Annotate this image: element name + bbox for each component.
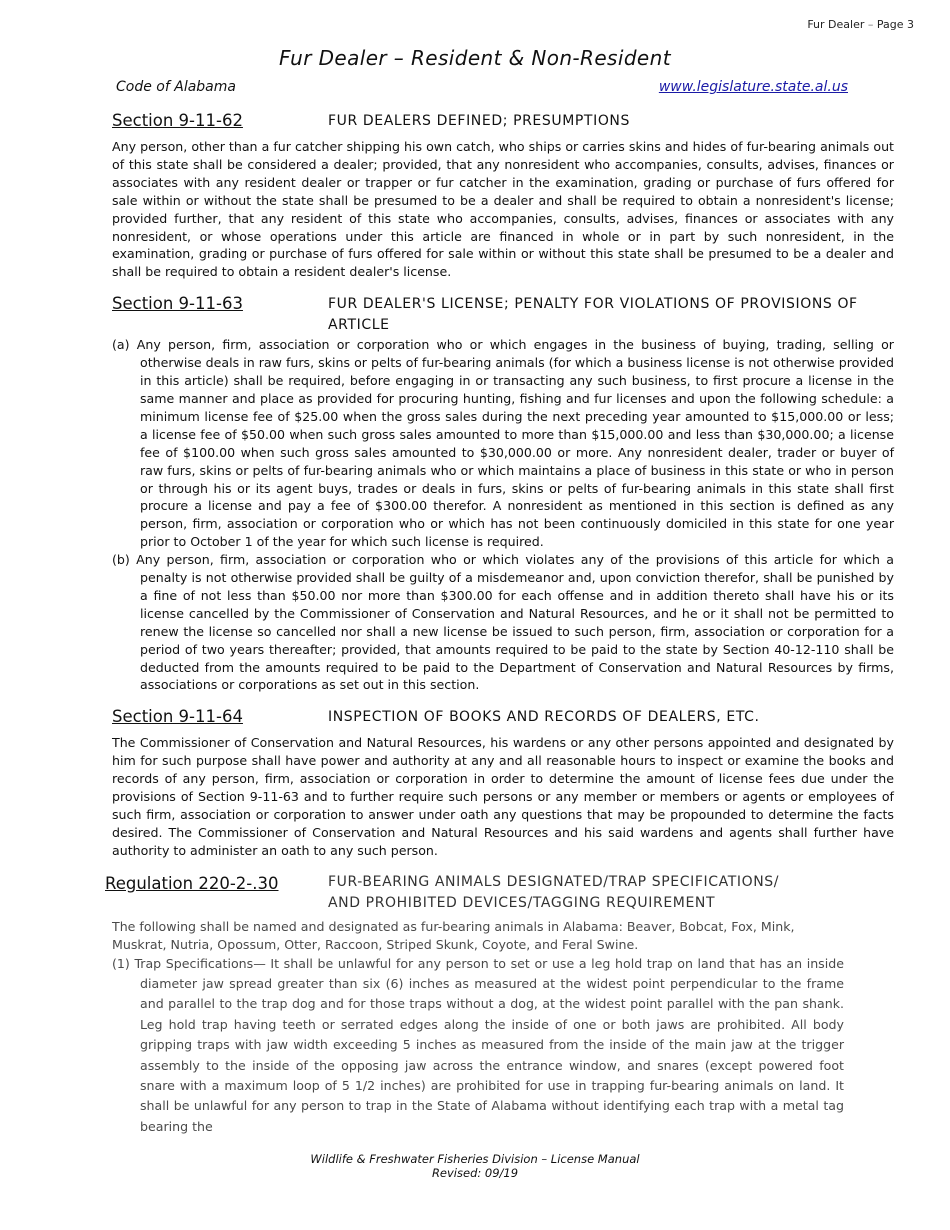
regulation-heading <box>105 872 894 914</box>
section-number: Section 9-11-62 <box>112 111 243 130</box>
section-number: Section 9-11-63 <box>112 294 243 314</box>
section-heading <box>112 291 894 336</box>
header-page-number: Page 3 <box>876 18 914 31</box>
page-title: Fur Dealer – Resident & Non-Resident <box>279 46 671 70</box>
regulation-title <box>328 872 779 914</box>
page-footer <box>0 1152 950 1180</box>
document-body <box>105 108 894 1137</box>
section-title <box>328 291 858 336</box>
subsection-b: (b) Any person, firm, association or corporation who or which violates any of the provisions of this article for which a penalty is not otherwise provided shall be guilty of a misdemeanor and, upon conviction therefor, shall be punished by a fine of not less than $50.00 nor more than $300.00 for each offense and in addition thereto shall have his or its license cancelled by the Commissioner of Conservation and Natural Resources, and he or it shall not be permitted to renew the license so cancelled nor shall a new license be issued to such person, firm, association or corporation for a period of two years thereafter; provided, that amounts required to be paid to the state by Section 40-12-110 shall be deducted from the amounts required to be paid to the Department of Conservation and Natural Resources by firms, associations or corporations as set out in this section. <box>112 552 894 693</box>
section-body: Any person, other than a fur catcher shipping his own catch, who ships or carries skins and hides of fur-bearing animals out of this state shall be considered a dealer; provided, that any nonresident who accompanies, consults, advises, finances or associates with any resident dealer or trapper or fur catcher in the examination, grading or purchase of furs offered for sale within or without the state shall be presumed to be a dealer and shall be required to obtain a nonresident's license; provided further, that any resident of this state who accompanies, consults, advises, finances or associates with any nonresident, or whose operations under this article are financed in whole or in part by such nonresident, in the examination, grading or purchase of furs offered for sale within or without this state shall be presumed to be a dealer and shall be required to obtain a resident dealer's license. <box>112 139 894 280</box>
regulation-item-1: (1) Trap Specifications— It shall be unlawful for any person to set or use a leg hold trap on land that has an inside diameter jaw spread greater than six (6) inches as measured at the widest point perpendicular to the frame and parallel to the trap dog and for those traps without a dog, at the widest point parallel with the pan shank. Leg hold trap having teeth or serrated edges along the inside of one or both jaws are prohibited. All body gripping traps with jaw width exceeding 5 inches as measured from the inside of the main jaw at the trigger assembly to the inside of the opposing jaw across the entrance window, and snares (except powered foot snare with a maximum loop of 5 1/2 inches) are prohibited for use in trapping fur-bearing animals on land. It shall be unlawful for any person to trap in the State of Alabama without identifying each trap with a metal tag bearing the <box>112 955 844 1134</box>
footer-line-2: Revised: 09/19 <box>431 1166 519 1180</box>
subsection-a: (a) Any person, firm, association or corporation who or which engages in the business of buying, trading, selling or otherwise deals in raw furs, skins or pelts of fur-bearing animals (for which a business license is not otherwise provided in this article) shall be required, before engaging in or transacting any such business, to first procure a license in the same manner and place as provided for procuring hunting, fishing and fur licenses and upon the following schedule: a minimum license fee of $25.00 when the gross sales during the next preceding year amounted to $15,000.00 or less; a license fee of $50.00 when such gross sales amounted to more than $15,000.00 and less than $30,000.00; a license fee of $100.00 when such gross sales amounted to $30,000.00 or more. Any nonresident dealer, trader or buyer of raw furs, skins or pelts of fur-bearing animals who or which maintains a place of business in this state or who in person or through his or its agent buys, trades or deals in furs, skins or pelts of fur-bearing animals in this state shall first procure a license and pay a fee of $300.00 therefor. A nonresident as mentioned in this section is defined as any person, firm, association or corporation who or which has not been continuously domiciled in this state for one year prior to October 1 of the year for which such license is required. <box>112 337 894 550</box>
source-label: Code of Alabama <box>116 79 236 95</box>
section-title <box>328 704 760 728</box>
section-title-line: ARTICLE <box>328 317 390 334</box>
section-number: Section 9-11-64 <box>112 707 243 727</box>
header-separator: – <box>867 18 874 31</box>
regulation-title-line: AND PROHIBITED DEVICES/TAGGING REQUIREMENT <box>328 894 716 911</box>
source-line <box>116 79 848 95</box>
legislature-link[interactable]: www.legislature.state.al.us <box>658 79 848 95</box>
section-title-line: FUR DEALER'S LICENSE; PENALTY FOR VIOLATIONS OF PROVISIONS OF <box>328 296 858 313</box>
regulation-title-line: FUR-BEARING ANIMALS DESIGNATED/TRAP SPECIFICATIONS/ <box>328 873 780 890</box>
page-header <box>807 18 914 31</box>
regulation-intro: The following shall be named and designated as fur-bearing animals in Alabama: Beaver, Bobcat, Fox, Mink, Muskrat, Nutria, Opossum, Otter, Raccoon, Striped Skunk, Coyote, and Feral Swine. <box>112 918 795 952</box>
section-title-line: FUR DEALERS DEFINED; PRESUMPTIONS <box>328 113 630 129</box>
section-heading <box>112 704 894 730</box>
regulation-body <box>112 918 844 1137</box>
header-doc-ref: Fur Dealer <box>807 18 865 31</box>
section-heading <box>112 108 894 134</box>
footer-line-1: Wildlife & Freshwater Fisheries Division – License Manual <box>310 1152 640 1166</box>
section-title <box>328 108 630 132</box>
regulation-number: Regulation 220-2-.30 <box>105 873 279 893</box>
section-title-line: INSPECTION OF BOOKS AND RECORDS OF DEALERS, ETC. <box>328 709 760 726</box>
section-body: The Commissioner of Conservation and Natural Resources, his wardens or any other persons appointed and designated by him for such purpose shall have power and authority at any and all reasonable hours to inspect or examine the books and records of any person, firm, association or corporation in order to determine the amount of license fees due under the provisions of Section 9-11-63 and to further require such persons or any member or members or agents or employees of such firm, association or corporation to answer under oath any questions that may be propounded to determine the facts desired. The Commissioner of Conservation and Natural Resources and his said wardens and agents shall further have authority to administer an oath to any such person. <box>112 735 894 858</box>
